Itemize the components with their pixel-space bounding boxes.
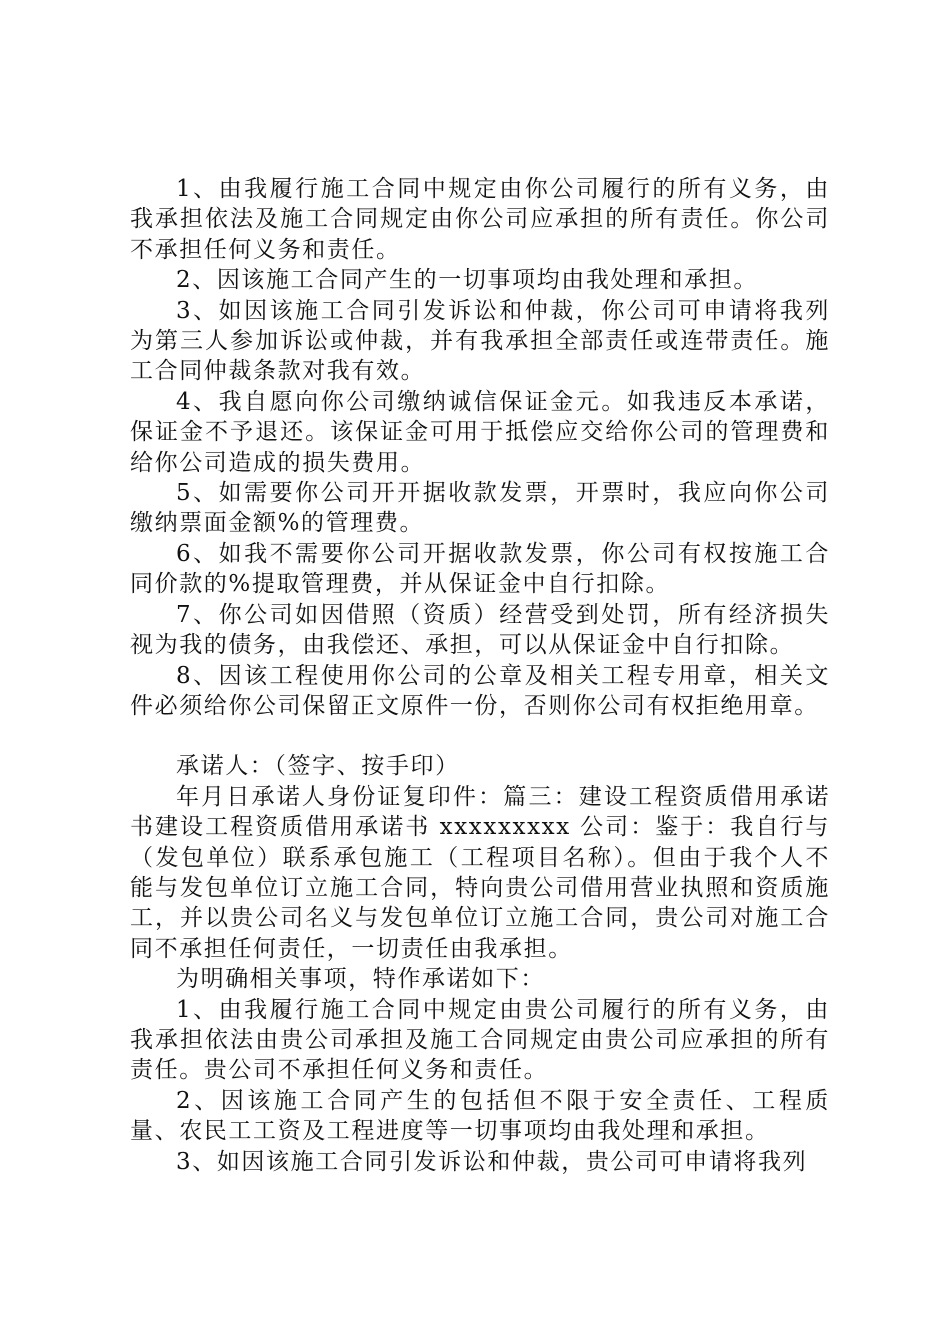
section-three-intro: 年月日承诺人身份证复印件：篇三：建设工程资质借用承诺书建设工程资质借用承诺书 xxxxxxxxx 公司：鉴于：我自行与（发包单位）联系承包施工（工程项目名称）。但由于我个人不能与发包单位订立施工合同，特向贵公司借用营业执照和资质施工，并以贵公司名义与发包单位订立施工合同，贵公司对施工合同不承担任何责任，一切责任由我承担。 [130, 783, 830, 962]
section-three-clause-3: 3、如因该施工合同引发诉讼和仲裁，贵公司可申请将我列 [176, 1148, 808, 1175]
clause-5: 5、如需要你公司开开据收款发票，开票时，我应向你公司缴纳票面金额%的管理费。 [130, 480, 830, 537]
clause-1: 1、由我履行施工合同中规定由你公司履行的所有义务，由我承担依法及施工合同规定由你公司应承担的所有责任。你公司不承担任何义务和责任。 [130, 176, 830, 263]
section-three-clause-1: 1、由我履行施工合同中规定由贵公司履行的所有义务，由我承担依法由贵公司承担及施工合同规定由贵公司应承担的所有责任。贵公司不承担任何义务和责任。 [130, 996, 830, 1084]
section-three-clause-2: 2、因该施工合同产生的包括但不限于安全责任、工程质量、农民工工资及工程进度等一切事项均由我处理和承担。 [130, 1087, 830, 1145]
clause-3: 3、如因该施工合同引发诉讼和仲裁，你公司可申请将我列为第三人参加诉讼或仲裁，并有我承担全部责任或连带责任。施工合同仲裁条款对我有效。 [130, 297, 830, 385]
clause-6: 6、如我不需要你公司开据收款发票，你公司有权按施工合同价款的%提取管理费，并从保证金中自行扣除。 [130, 540, 830, 598]
clause-2: 2、因该施工合同产生的一切事项均由我处理和承担。 [176, 267, 759, 294]
clause-7: 7、你公司如因借照（资质）经营受到处罚，所有经济损失视为我的债务，由我偿还、承担，可以从保证金中自行扣除。 [130, 601, 830, 659]
commitment-lead: 为明确相关事项，特作承诺如下： [176, 966, 545, 993]
clause-8: 8、因该工程使用你公司的公章及相关工程专用章，相关文件必须给你公司保留正文原件一份，否则你公司有权拒绝用章。 [130, 662, 830, 719]
signatory-line: 承诺人：（签字、按手印） [176, 753, 460, 780]
clause-4: 4、我自愿向你公司缴纳诚信保证金元。如我违反本承诺，保证金不予退还。该保证金可用于抵偿应交给你公司的管理费和给你公司造成的损失费用。 [130, 388, 830, 476]
paragraph-gap [130, 721, 830, 751]
document-page [130, 174, 830, 1177]
